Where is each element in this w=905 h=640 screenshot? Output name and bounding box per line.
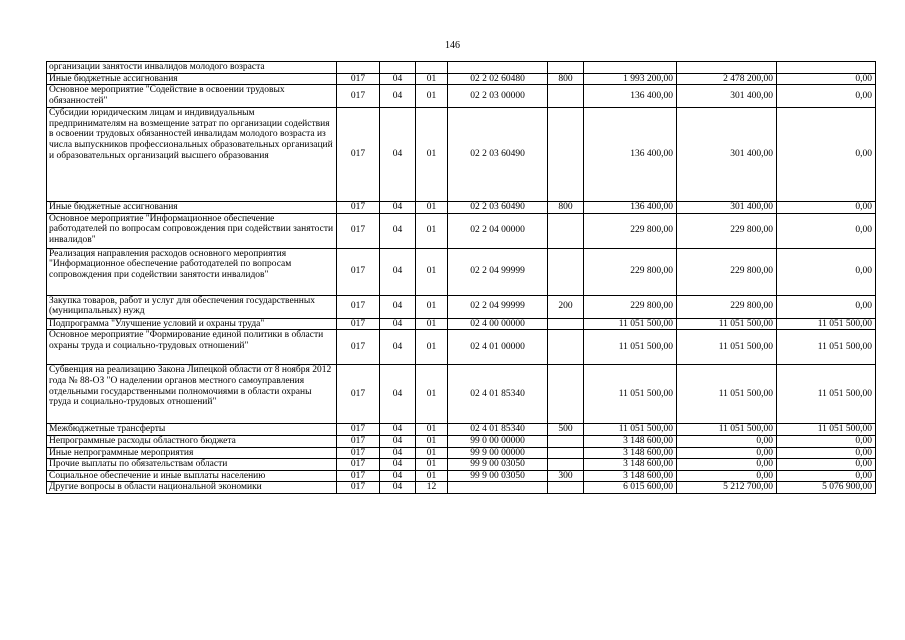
budget-table [46,61,876,494]
expense-name-cell: Подпрограмма "Улучшение условий и охраны труда" [47,318,337,330]
table-row [47,365,876,424]
target-article-cell [448,62,548,74]
expense-name-cell: Иные бюджетные ассигнования [47,202,337,214]
amount-year2-cell: 11 051 500,00 [677,318,777,330]
table-row [47,295,876,318]
expense-type-cell: 300 [548,470,584,482]
amount-year1-cell: 1 993 200,00 [584,73,677,85]
amount-year3-cell: 5 076 900,00 [777,482,876,494]
section-code-cell: 04 [380,108,416,202]
amount-year1-cell: 3 148 600,00 [584,459,677,471]
subsection-code-cell: 01 [416,73,448,85]
subsection-code-cell: 01 [416,365,448,424]
ministry-code-cell: 017 [337,248,380,295]
table-row [47,330,876,365]
amount-year1-cell: 136 400,00 [584,85,677,108]
amount-year3-cell: 0,00 [777,459,876,471]
subsection-code-cell: 01 [416,213,448,248]
amount-year1-cell: 229 800,00 [584,248,677,295]
expense-type-cell [548,447,584,459]
subsection-code-cell: 01 [416,108,448,202]
expense-name-cell: Основное мероприятие "Формирование единой политики в области охраны труда и социально-трудовых отношений" [47,330,337,365]
expense-name-cell: организации занятости инвалидов молодого возраста [47,62,337,74]
ministry-code-cell: 017 [337,85,380,108]
target-article-cell: 02 2 04 99999 [448,295,548,318]
expense-name-cell: Иные непрограммные мероприятия [47,447,337,459]
target-article-cell [448,482,548,494]
table-row [47,108,876,202]
amount-year3-cell: 0,00 [777,108,876,202]
section-code-cell: 04 [380,202,416,214]
table-row [47,318,876,330]
amount-year2-cell: 0,00 [677,459,777,471]
section-code-cell: 04 [380,295,416,318]
expense-type-cell: 200 [548,295,584,318]
target-article-cell: 02 2 04 00000 [448,213,548,248]
section-code-cell: 04 [380,435,416,447]
target-article-cell: 99 9 00 03050 [448,470,548,482]
amount-year2-cell: 5 212 700,00 [677,482,777,494]
ministry-code-cell [337,62,380,74]
expense-name-cell: Субсидии юридическим лицам и индивидуальным предпринимателям на возмещение затрат по организации содействия в освоении трудовых обязанностей инвалидам молодого возраста из числа выпускников профессиональных образовательных организаций и образовательных организаций высшего образования [47,108,337,202]
page-number: 146 [445,40,460,51]
amount-year1-cell: 6 015 600,00 [584,482,677,494]
ministry-code-cell: 017 [337,213,380,248]
expense-type-cell [548,318,584,330]
target-article-cell: 99 0 00 00000 [448,435,548,447]
ministry-code-cell: 017 [337,482,380,494]
amount-year2-cell: 11 051 500,00 [677,365,777,424]
target-article-cell: 02 2 03 00000 [448,85,548,108]
table-row [47,202,876,214]
amount-year1-cell: 3 148 600,00 [584,447,677,459]
target-article-cell: 02 2 04 99999 [448,248,548,295]
expense-type-cell [548,213,584,248]
table-row [47,62,876,74]
amount-year3-cell: 0,00 [777,447,876,459]
ministry-code-cell: 017 [337,318,380,330]
amount-year3-cell [777,62,876,74]
expense-type-cell [548,248,584,295]
expense-name-cell: Другие вопросы в области национальной экономики [47,482,337,494]
amount-year3-cell: 0,00 [777,435,876,447]
table-row [47,459,876,471]
expense-name-cell: Социальное обеспечение и иные выплаты населению [47,470,337,482]
subsection-code-cell: 01 [416,248,448,295]
amount-year3-cell: 0,00 [777,248,876,295]
expense-name-cell: Межбюджетные трансферты [47,424,337,436]
amount-year3-cell: 11 051 500,00 [777,365,876,424]
section-code-cell: 04 [380,73,416,85]
expense-name-cell: Основное мероприятие "Информационное обеспечение работодателей по вопросам сопровождения при содействии занятости инвалидов" [47,213,337,248]
ministry-code-cell: 017 [337,108,380,202]
table-row [47,435,876,447]
expense-type-cell [548,85,584,108]
amount-year2-cell: 11 051 500,00 [677,330,777,365]
amount-year2-cell: 301 400,00 [677,108,777,202]
target-article-cell: 02 4 01 00000 [448,330,548,365]
target-article-cell: 99 9 00 03050 [448,459,548,471]
amount-year2-cell: 229 800,00 [677,213,777,248]
amount-year1-cell [584,62,677,74]
amount-year1-cell: 3 148 600,00 [584,435,677,447]
ministry-code-cell: 017 [337,365,380,424]
table-row [47,213,876,248]
expense-type-cell [548,459,584,471]
target-article-cell: 99 9 00 00000 [448,447,548,459]
section-code-cell: 04 [380,365,416,424]
subsection-code-cell: 01 [416,435,448,447]
amount-year3-cell: 0,00 [777,202,876,214]
amount-year3-cell: 11 051 500,00 [777,318,876,330]
amount-year2-cell: 301 400,00 [677,202,777,214]
table-row [47,73,876,85]
target-article-cell: 02 2 02 60480 [448,73,548,85]
amount-year1-cell: 229 800,00 [584,213,677,248]
subsection-code-cell: 01 [416,202,448,214]
section-code-cell: 04 [380,447,416,459]
section-code-cell: 04 [380,459,416,471]
amount-year1-cell: 11 051 500,00 [584,424,677,436]
amount-year3-cell: 0,00 [777,213,876,248]
ministry-code-cell: 017 [337,202,380,214]
amount-year3-cell: 11 051 500,00 [777,330,876,365]
amount-year2-cell: 11 051 500,00 [677,424,777,436]
table-row [47,424,876,436]
amount-year3-cell: 0,00 [777,295,876,318]
section-code-cell: 04 [380,318,416,330]
subsection-code-cell: 01 [416,295,448,318]
section-code-cell: 04 [380,482,416,494]
amount-year1-cell: 11 051 500,00 [584,365,677,424]
table-row [47,85,876,108]
table-row [47,482,876,494]
amount-year1-cell: 229 800,00 [584,295,677,318]
ministry-code-cell: 017 [337,330,380,365]
amount-year2-cell: 0,00 [677,447,777,459]
expense-type-cell [548,482,584,494]
section-code-cell: 04 [380,470,416,482]
subsection-code-cell [416,62,448,74]
ministry-code-cell: 017 [337,459,380,471]
expense-type-cell [548,108,584,202]
table-row [47,470,876,482]
ministry-code-cell: 017 [337,424,380,436]
ministry-code-cell: 017 [337,435,380,447]
amount-year1-cell: 136 400,00 [584,108,677,202]
section-code-cell: 04 [380,424,416,436]
subsection-code-cell: 01 [416,447,448,459]
section-code-cell: 04 [380,85,416,108]
table-row [47,447,876,459]
amount-year1-cell: 11 051 500,00 [584,318,677,330]
table-row [47,248,876,295]
target-article-cell: 02 4 01 85340 [448,424,548,436]
target-article-cell: 02 2 03 60490 [448,108,548,202]
amount-year1-cell: 136 400,00 [584,202,677,214]
subsection-code-cell: 01 [416,459,448,471]
budget-table-body [47,62,876,494]
subsection-code-cell: 01 [416,318,448,330]
amount-year1-cell: 11 051 500,00 [584,330,677,365]
expense-name-cell: Закупка товаров, работ и услуг для обеспечения государственных (муниципальных) нужд [47,295,337,318]
ministry-code-cell: 017 [337,73,380,85]
subsection-code-cell: 01 [416,330,448,365]
section-code-cell: 04 [380,330,416,365]
expense-type-cell: 800 [548,73,584,85]
ministry-code-cell: 017 [337,447,380,459]
subsection-code-cell: 01 [416,424,448,436]
expense-type-cell: 500 [548,424,584,436]
expense-name-cell: Иные бюджетные ассигнования [47,73,337,85]
amount-year2-cell: 229 800,00 [677,248,777,295]
section-code-cell: 04 [380,213,416,248]
ministry-code-cell: 017 [337,470,380,482]
expense-name-cell: Прочие выплаты по обязательствам области [47,459,337,471]
amount-year3-cell: 0,00 [777,85,876,108]
expense-name-cell: Субвенция на реализацию Закона Липецкой области от 8 ноября 2012 года № 88-ОЗ "О наделении органов местного самоуправления отдельными государственными полномочиями в области охраны труда и социально-трудовых отношений" [47,365,337,424]
expense-name-cell: Реализация направления расходов основного мероприятия "Информационное обеспечение работодателей по вопросам сопровождения при содействии занятости инвалидов" [47,248,337,295]
ministry-code-cell: 017 [337,295,380,318]
target-article-cell: 02 4 01 85340 [448,365,548,424]
subsection-code-cell: 12 [416,482,448,494]
section-code-cell: 04 [380,248,416,295]
amount-year2-cell: 229 800,00 [677,295,777,318]
expense-type-cell [548,330,584,365]
subsection-code-cell: 01 [416,85,448,108]
subsection-code-cell: 01 [416,470,448,482]
amount-year3-cell: 0,00 [777,73,876,85]
section-code-cell [380,62,416,74]
expense-type-cell: 800 [548,202,584,214]
expense-name-cell: Основное мероприятие "Содействие в освоении трудовых обязанностей" [47,85,337,108]
target-article-cell: 02 4 00 00000 [448,318,548,330]
amount-year2-cell: 2 478 200,00 [677,73,777,85]
expense-name-cell: Непрограммные расходы областного бюджета [47,435,337,447]
amount-year2-cell: 301 400,00 [677,85,777,108]
amount-year2-cell [677,62,777,74]
expense-type-cell [548,62,584,74]
target-article-cell: 02 2 03 60490 [448,202,548,214]
amount-year2-cell: 0,00 [677,435,777,447]
amount-year2-cell: 0,00 [677,470,777,482]
amount-year3-cell: 0,00 [777,470,876,482]
amount-year3-cell: 11 051 500,00 [777,424,876,436]
expense-type-cell [548,435,584,447]
expense-type-cell [548,365,584,424]
amount-year1-cell: 3 148 600,00 [584,470,677,482]
